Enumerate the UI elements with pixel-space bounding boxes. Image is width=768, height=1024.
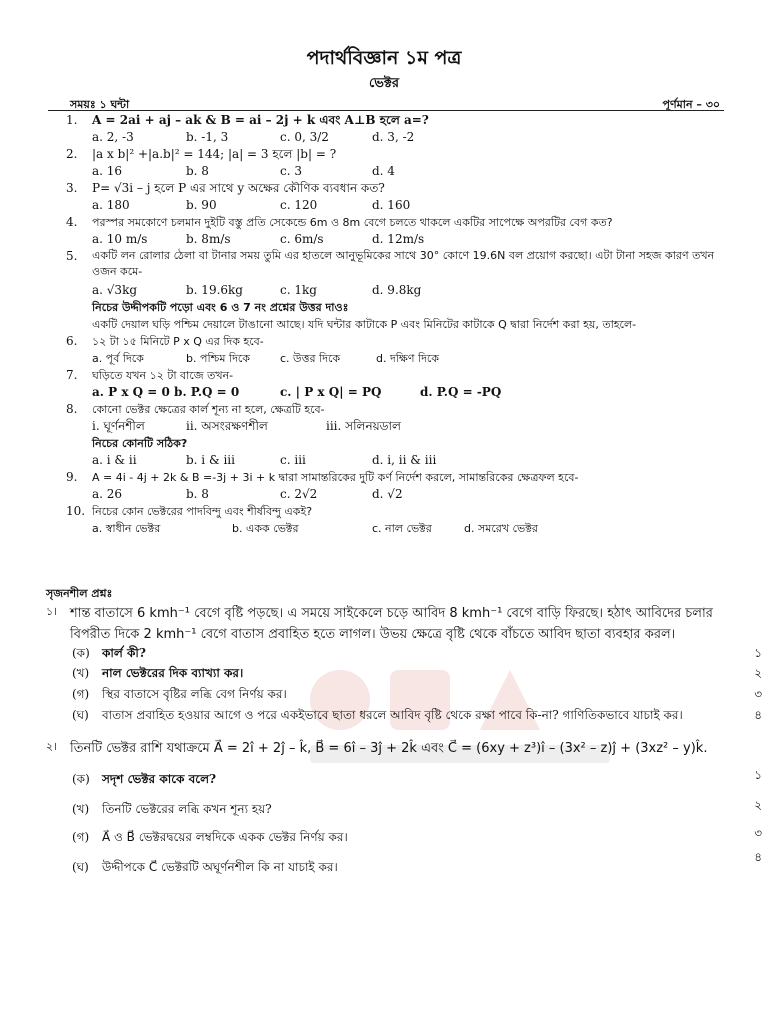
question-text: A = 4i - 4j + 2k & B =-3j + 3i + k দ্বারা সামান্তরিকের দুটি কর্ণ নির্দেশ করলে, সামান্তরিকের ক্ষেত্রফল হবে- [92, 471, 579, 484]
options [66, 350, 746, 367]
option-d: d. √2 [372, 487, 403, 501]
option-c: c. 2√2 [280, 487, 318, 501]
option-a: a. পূর্ব দিকে [92, 352, 144, 365]
question: 6. ১২ টা ১৫ মিনিটে P x Q এর দিক হবে- [66, 334, 264, 348]
question: 5. একটি লন রোলার ঠেলা বা টানার সময় তুমি এর হাতলে আনুভূমিকের সাথে 30° কোণে 19.6N বল প্রয়োগ করছো। এটা টানা সহজ কারণ তখন ওজন কমে- [66, 248, 746, 282]
question: 3. P= √3i – j হলে P এর সাথে y অক্ষের কৌণিক ব্যবধান কত? [66, 181, 385, 195]
option-d: d. দক্ষিণ দিকে [376, 352, 440, 365]
option-b: b. 8 [186, 164, 209, 178]
sub-question: (গ) স্থির বাতাসে বৃষ্টির লব্ধি বেগ নির্ণয় কর। ৩ [72, 687, 762, 701]
option-b: b. 8 [186, 487, 209, 501]
statement-i: i. ঘূর্ণনশীল [92, 419, 145, 433]
options [66, 129, 746, 146]
sub-question: (খ) তিনটি ভেক্টরের লব্ধি কখন শূন্য হয়? ২ [72, 798, 762, 816]
question-text: কোনো ভেক্টর ক্ষেত্রের কার্ল শূন্য না হলে, ক্ষেত্রটি হবে- [92, 403, 325, 416]
option-c: c. 3 [280, 164, 302, 178]
option-a: a. 26 [92, 487, 123, 501]
option-d: d. i, ii & iii [372, 453, 437, 467]
sub-question: (ক) সদৃশ ভেক্টর কাকে বলে? ১ [72, 768, 762, 786]
creative-stem: শান্ত বাতাসে 6 kmh⁻¹ বেগে বৃষ্টি পড়ছে। এ সময়ে সাইকেলে চড়ে আবিদ 8 kmh⁻¹ বেগে বাড়ি ফিরছে। হঠাৎ আবিদের চলার বিপরীত দিকে 2 kmh⁻¹ বেগে বাতাস প্রবাহিত হতে লাগল। উভয় ক্ষেত্রে বৃষ্টি থেকে বাঁচতে আবিদ ছাতা ব্যবহার করল। [70, 606, 713, 642]
option-d: d. 9.8kg [372, 283, 422, 297]
creative-heading: সৃজনশীল প্রশ্নঃ [46, 587, 113, 600]
sub-question: (ঘ) বাতাস প্রবাহিত হওয়ার আগে ও পরে একইভাবে ছাতা ধরলে আবিদ বৃষ্টি থেকে রক্ষা পাবে কি-না? গাণিতিকভাবে যাচাই কর। ৪ [72, 708, 762, 722]
option-b: b. পশ্চিম দিকে [186, 352, 250, 365]
question: 1. A = 2ai + aj – ak & B = ai – 2j + k এবং A⊥B হলে a=? [66, 113, 429, 127]
full-marks: পূর্ণমান – ৩০ [662, 98, 720, 111]
option-c: c. উত্তর দিকে [280, 352, 341, 365]
option-c: c. | P x Q| = PQ [280, 385, 382, 399]
page-title: পদার্থবিজ্ঞান ১ম পত্র [306, 47, 462, 69]
option-d: d. P.Q = -PQ [420, 385, 502, 399]
stimulus-heading: নিচের উদ্দীপকটি পড়ো এবং 6 ও 7 নং প্রশ্নের উত্তর দাওঃ [92, 301, 349, 314]
sub-question: (গ) A⃗ ও B⃗ ভেক্টরদ্বয়ের লম্বদিকে একক ভেক্টর নির্ণয় কর। ৩ [72, 826, 762, 844]
option-b: b. 90 [186, 198, 217, 212]
question-text: পরস্পর সমকোণে চলমান দুইটি বস্তু প্রতি সেকেন্ডে 6m ও 8m বেগে চলতে থাকলে একটির সাপেক্ষে অপরটির বেগ কত? [92, 216, 613, 229]
question: 7. ঘড়িতে যখন ১২ টা বাজে তখন- [66, 368, 234, 382]
question-text: A = 2ai + aj – ak & B = ai – 2j + k এবং A⊥B হলে a=? [92, 113, 429, 127]
option-d: d. 12m/s [372, 232, 425, 246]
question-text: |a x b|² +|a.b|² = 144; |a| = 3 হলে |b| = ? [92, 147, 337, 161]
option-c: c. 1kg [280, 283, 317, 297]
question-paper: পদার্থবিজ্ঞান ১ম পত্র ভেক্টর সময়ঃ ১ ঘন্টা পূর্ণমান – ৩০ 1. A = 2ai + aj – ak & B = ai – 2j + k এবং A⊥B হলে a=? a. 2, -3 b. -1, 3 c. 0, 3/2 d. 3, -2 2. |a x b|² +|a.b|² = 144; |a| = 3 হলে |b| = ? a. 16 b. 8 c. 3 d. 4 3. P= √3i – j হলে P এর সাথে y অক্ষের কৌণিক ব্যবধান কত? a. 180 b. 90 c. 120 d. 160 4. পরস্পর সমকোণে চলমান দুইটি বস্তু প্রতি সেকেন্ডে 6m ও 8m বেগে চলতে থাকলে একটির সাপেক্ষে অপরটির বেগ কত? a. 10 m/s b. 8m/s c. 6m/s d. 12m/s 5. একটি লন রোলার ঠেলা বা টানার সময় তুমি এর হাতলে আনুভূমিকের সাথে 30° কোণে 19.6N বল প্রয়োগ করছো। এটা টানা সহজ কারণ তখন ওজন কমে- a. √3kg b. 19.6kg c. 1kg d. 9.8kg নিচের উদ্দীপকটি পড়ো এবং 6 ও 7 নং প্রশ্নের উত্তর দাওঃ একটি দেয়াল ঘড়ি পশ্চিম দেয়ালে টাঙানো আছে। যদি ঘন্টার কাটাকে P এবং মিনিটের কাটাকে Q দ্বারা নির্দেশ করা হয়, তাহলে- 6. ১২ টা ১৫ মিনিটে P x Q এর দিক হবে- a. পূর্ব দিকে b. পশ্চিম দিকে c. উত্তর দিকে d. দক্ষিণ দিকে 7. ঘড়িতে যখন ১২ টা বাজে তখন- a. P x Q = 0 b. P.Q = 0 c. | P x Q| = PQ d. P.Q = -PQ 8. কোনো ভেক্টর ক্ষেত্রের কার্ল শূন্য না হলে, ক্ষেত্রটি হবে- i. ঘূর্ণনশীল ii. অসংরক্ষণশীল iii. সলিনয়ডাল নিচের কোনটি সঠিক? a. i & ii b. i & iii c. iii d. i, ii & iii 9. A = 4i - 4j + 2k & B =-3j + 3i + k দ্বারা সামান্তরিকের দুটি কর্ণ নির্দেশ করলে, সামান্তরিকের ক্ষেত্রফল হবে- a. 26 b. 8 c. 2√2 d. √2 10. নিচের কোন ভেক্টরের পাদবিন্দু এবং শীর্ষবিন্দু একই? a. স্বাধীন ভেক্টর b. একক ভেক্টর c. নাল ভেক্টর d. সমরেখ ভেক্টর সৃজনশীল প্রশ্নঃ ১। শান্ত বাতাসে 6 kmh⁻¹ বেগে বৃষ্টি পড়ছে। এ সময়ে সাইকেলে চড়ে আবিদ 8 kmh⁻¹ বেগে বাড়ি ফিরছে। হঠাৎ আবিদের চলার বিপরীত দিকে 2 kmh⁻¹ বেগে বাতাস প্রবাহিত হতে লাগল। উভয় ক্ষেত্রে বৃষ্টি থেকে বাঁচতে আবিদ ছাতা ব্যবহার করল। (ক) কার্ল কী? ১ (খ) নাল ভেক্টরের দিক ব্যাখ্যা কর। ২ (গ) স্থির বাতাসে বৃষ্টির লব্ধি বেগ নির্ণয় কর। ৩ (ঘ) বাতাস প্রবাহিত হওয়ার আগে ও পরে একইভাবে ছাতা ধরলে আবিদ বৃষ্টি থেকে রক্ষা পাবে কি-না? গাণিতিকভাবে যাচাই কর। ৪ ২। তিনটি ভেক্টর রাশি যথাক্রমে A⃗ = 2î + 2ĵ – k̂, B⃗ = 6î – 3ĵ + 2k̂ এবং C⃗ = (6xy + z³)î – (3x² – z)ĵ + (3xz² – y)k̂. (ক) সদৃশ ভেক্টর কাকে বলে? ১ (খ) তিনটি ভেক্টরের লব্ধি কখন শূন্য হয়? ২ (গ) A⃗ ও B⃗ ভেক্টরদ্বয়ের লম্বদিকে একক ভেক্টর নির্ণয় কর। ৩ (ঘ) উদ্দীপকে C⃗ ভেক্টরটি অঘূর্ণনশীল কি না যাচাই কর। ৪ [0, 0, 768, 1024]
sub-question: (ঘ) উদ্দীপকে C⃗ ভেক্টরটি অঘূর্ণনশীল কি না যাচাই কর। ৪ [72, 850, 762, 874]
which-correct: নিচের কোনটি সঠিক? [92, 437, 188, 450]
option-c: c. নাল ভেক্টর [372, 522, 432, 535]
question-text: নিচের কোন ভেক্টরের পাদবিন্দু এবং শীর্ষবিন্দু একই? [92, 505, 313, 518]
options [66, 384, 746, 401]
option-b: b. 19.6kg [186, 283, 243, 297]
question-text: একটি লন রোলার ঠেলা বা টানার সময় তুমি এর হাতলে আনুভূমিকের সাথে 30° কোণে 19.6N বল প্রয়োগ করছো। এটা টানা সহজ কারণ তখন ওজন কমে- [92, 249, 715, 278]
option-b: b. i & iii [186, 453, 235, 467]
question: 10. নিচের কোন ভেক্টরের পাদবিন্দু এবং শীর্ষবিন্দু একই? [66, 504, 313, 518]
stimulus-text: একটি দেয়াল ঘড়ি পশ্চিম দেয়ালে টাঙানো আছে। যদি ঘন্টার কাটাকে P এবং মিনিটের কাটাকে Q দ্বারা নির্দেশ করা হয়, তাহলে- [92, 318, 637, 331]
mcq-section [66, 112, 746, 537]
question-text: ঘড়িতে যখন ১২ টা বাজে তখন- [92, 369, 234, 382]
options [66, 282, 746, 299]
option-a: a. 10 m/s [92, 232, 148, 246]
option-d: d. 160 [372, 198, 411, 212]
statement-ii: ii. অসংরক্ষণশীল [186, 419, 268, 433]
question: 2. |a x b|² +|a.b|² = 144; |a| = 3 হলে |b| = ? [66, 147, 337, 161]
exam-time: সময়ঃ ১ ঘন্টা [70, 98, 130, 111]
header-divider [48, 110, 724, 111]
option-b: b. -1, 3 [186, 130, 229, 144]
option-d: d. সমরেখ ভেক্টর [464, 522, 538, 535]
option-c: c. 0, 3/2 [280, 130, 329, 144]
option-a: a. 2, -3 [92, 130, 134, 144]
options [66, 486, 746, 503]
options [66, 452, 746, 469]
option-a: a. i & ii [92, 453, 137, 467]
option-d: d. 4 [372, 164, 395, 178]
question: 8. কোনো ভেক্টর ক্ষেত্রের কার্ল শূন্য না হলে, ক্ষেত্রটি হবে- [66, 402, 325, 416]
question: 9. A = 4i - 4j + 2k & B =-3j + 3i + k দ্বারা সামান্তরিকের দুটি কর্ণ নির্দেশ করলে, সামান্তরিকের ক্ষেত্রফল হবে- [66, 470, 579, 484]
sub-question: (খ) নাল ভেক্টরের দিক ব্যাখ্যা কর। ২ [72, 666, 762, 680]
question: 4. পরস্পর সমকোণে চলমান দুইটি বস্তু প্রতি সেকেন্ডে 6m ও 8m বেগে চলতে থাকলে একটির সাপেক্ষে অপরটির বেগ কত? [66, 215, 613, 229]
question-text: ১২ টা ১৫ মিনিটে P x Q এর দিক হবে- [92, 335, 264, 348]
option-c: c. iii [280, 453, 306, 467]
options [66, 520, 746, 537]
statement-iii: iii. সলিনয়ডাল [326, 419, 401, 433]
option-b: b. 8m/s [186, 232, 231, 246]
option-c: c. 6m/s [280, 232, 324, 246]
option-a: a. 180 [92, 198, 130, 212]
options [66, 231, 746, 248]
question-text: P= √3i – j হলে P এর সাথে y অক্ষের কৌণিক ব্যবধান কত? [92, 181, 385, 195]
options [66, 197, 746, 214]
sub-question: (ক) কার্ল কী? ১ [72, 646, 762, 660]
option-a: a. √3kg [92, 283, 138, 297]
creative-stem: তিনটি ভেক্টর রাশি যথাক্রমে A⃗ = 2î + 2ĵ – k̂, B⃗ = 6î – 3ĵ + 2k̂ এবং C⃗ = (6xy + z³)î – (3x² – z)ĵ + (3xz² – y)k̂. [70, 741, 708, 756]
option-a-b: a. P x Q = 0 b. P.Q = 0 [92, 385, 240, 399]
option-b: b. একক ভেক্টর [232, 522, 299, 535]
option-a: a. স্বাধীন ভেক্টর [92, 522, 161, 535]
statements [66, 418, 746, 435]
chapter-title: ভেক্টর [369, 76, 399, 91]
option-d: d. 3, -2 [372, 130, 415, 144]
option-a: a. 16 [92, 164, 123, 178]
options [66, 163, 746, 180]
option-c: c. 120 [280, 198, 318, 212]
